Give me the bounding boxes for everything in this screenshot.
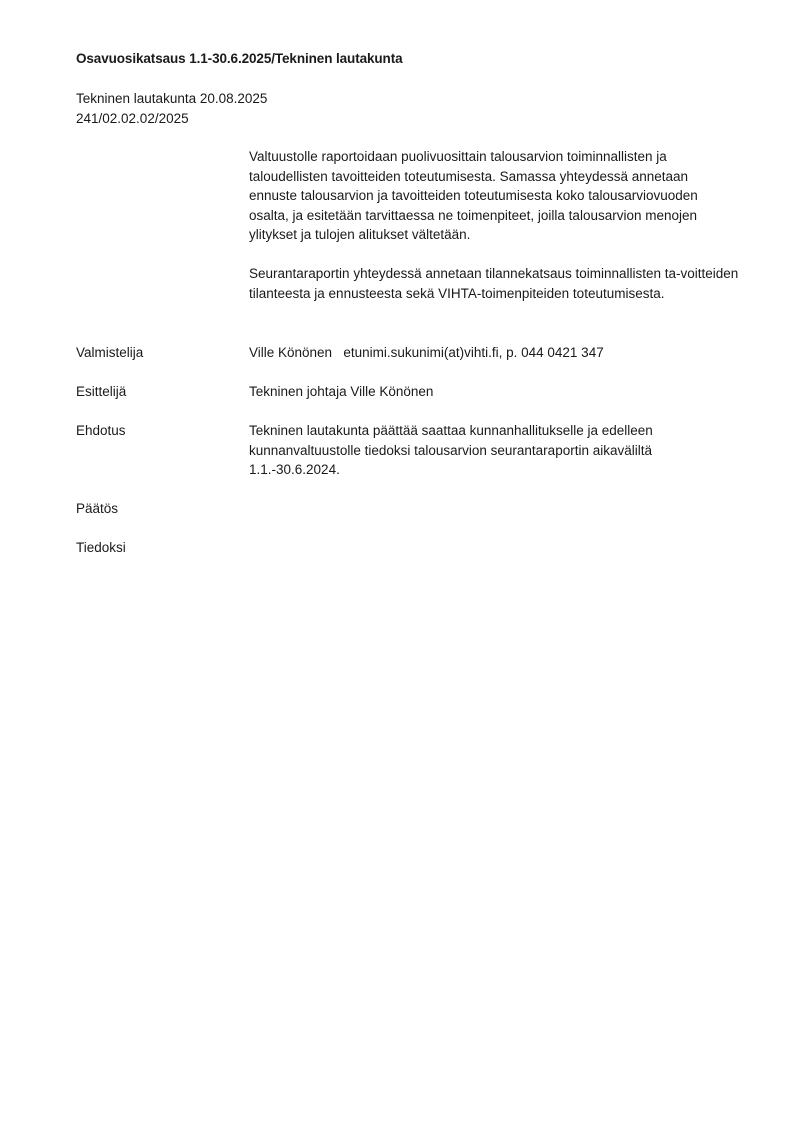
proposal-label: Ehdotus: [76, 423, 126, 438]
intro-paragraph-2: Seurantaraportin yhteydessä annetaan tilannekatsaus toiminnallisten ta-voitteiden tilanteesta ja ennusteesta sekä VIHTA-toimenpiteiden toteutumisesta.: [249, 266, 739, 301]
reference-number: 241/02.02.02/2025: [76, 110, 189, 126]
decision-label: Päätös: [76, 501, 119, 516]
presenter-value: Tekninen johtaja Ville Könönen: [249, 384, 434, 399]
document-meta: [76, 89, 267, 128]
presenter-label: Esittelijä: [76, 384, 127, 399]
meeting-line: Tekninen lautakunta 20.08.2025: [76, 91, 268, 106]
proposal-value: Tekninen lautakunta päättää saattaa kunnanhallitukselle ja edelleen kunnanvaltuustolle tiedoksi talousarvion seurantaraportin aikaväliltä 1.1.-30.6.2024.: [249, 423, 653, 477]
preparer-label: Valmistelija: [76, 345, 144, 360]
for-information-label: Tiedoksi: [76, 540, 126, 555]
document-title: Osavuosikatsaus 1.1-30.6.2025/Tekninen lautakunta: [76, 51, 403, 66]
intro-paragraph-1: Valtuustolle raportoidaan puolivuosittain talousarvion toiminnallisten ja taloudellisten tavoitteiden toteutumisesta. Samassa yhteydessä annetaan ennuste talousarvion ja tavoitteiden toteutumisesta koko talousarviovuoden osalta, ja esitetään tarvittaessa ne toimenpiteet, joilla talousarvion menojen ylitykset ja tulojen alitukset vältetään.: [249, 149, 698, 242]
preparer-value: Ville Könönen etunimi.sukunimi(at)vihti.fi, p. 044 0421 347: [249, 345, 604, 360]
